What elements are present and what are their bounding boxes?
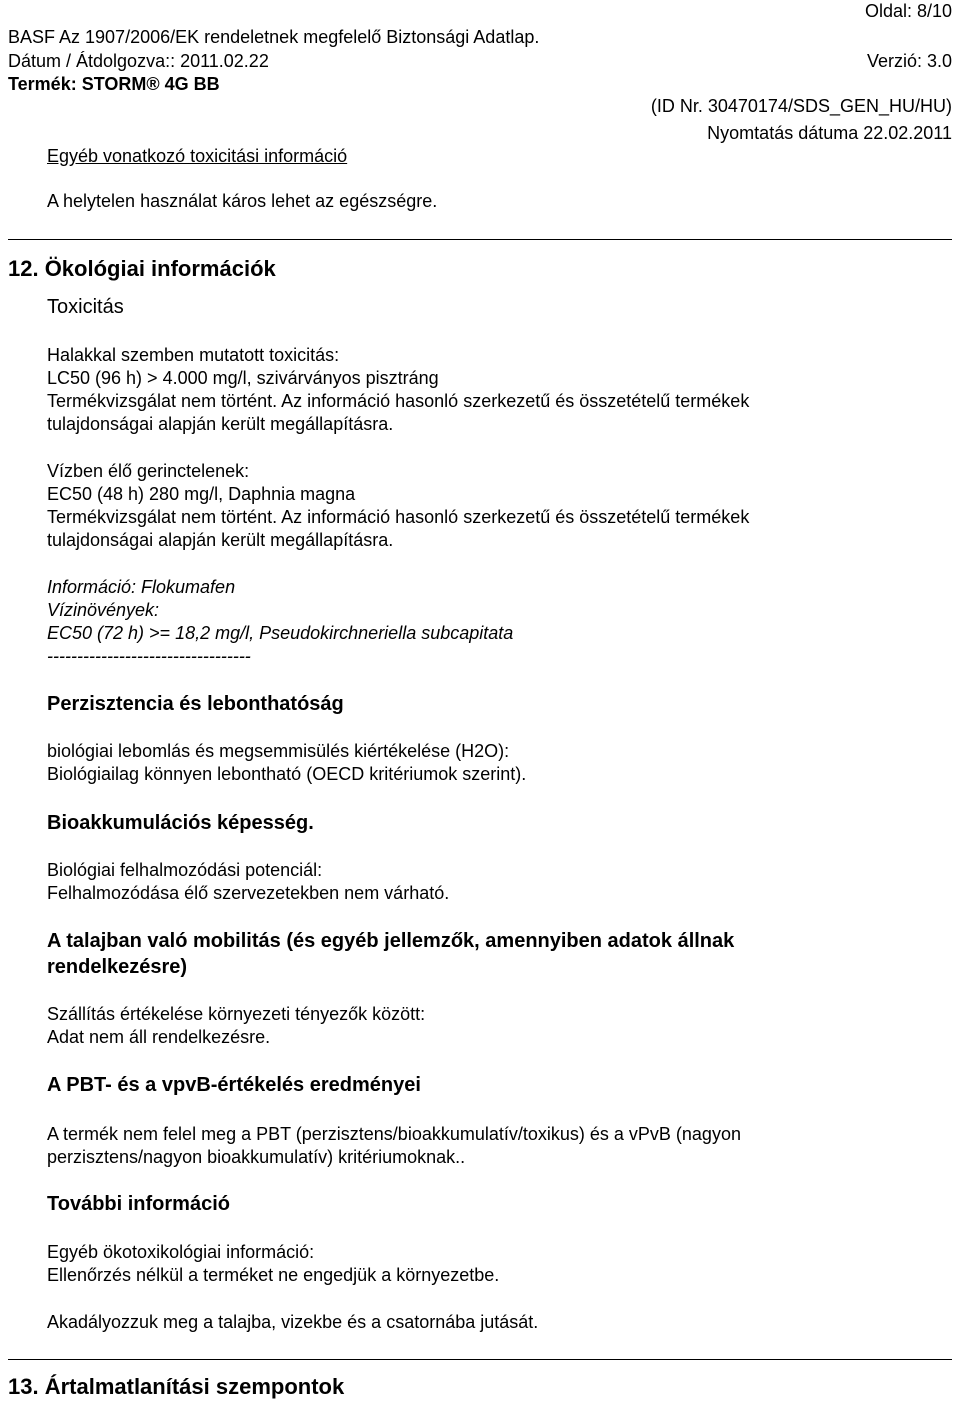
- further-info-line: Egyéb ökotoxikológiai információ:: [47, 1242, 315, 1262]
- document-title: BASF Az 1907/2006/EK rendeletnek megfelelő Biztonsági Adatlap.: [8, 27, 540, 47]
- other-toxicity-heading: Egyéb vonatkozó toxicitási információ: [47, 146, 348, 166]
- section-13-title: 13. Ártalmatlanítási szempontok: [8, 1374, 345, 1399]
- mobility-line: Szállítás értékelése környezeti tényezők között:: [47, 1004, 426, 1024]
- flokumafen-info-line: Információ: Flokumafen: [47, 577, 236, 597]
- toxicity-heading: Toxicitás: [47, 296, 124, 318]
- bioaccumulation-line: Biológiai felhalmozódási potenciál:: [47, 860, 323, 880]
- flokumafen-info-line: EC50 (72 h) >= 18,2 mg/l, Pseudokirchneriella subcapitata: [47, 623, 514, 643]
- invertebrate-toxicity-line: EC50 (48 h) 280 mg/l, Daphnia magna: [47, 484, 356, 504]
- page-number: Oldal: 8/10: [864, 1, 952, 21]
- invertebrate-toxicity-line: tulajdonságai alapján került megállapításra.: [47, 530, 394, 550]
- further-info-line: Akadályozzuk meg a talajba, vizekbe és a csatornába jutását.: [47, 1312, 539, 1332]
- pbt-line: perzisztens/nagyon bioakkumulatív) kritériumoknak..: [47, 1147, 466, 1167]
- mobility-heading: rendelkezésre): [47, 956, 188, 978]
- document-id: (ID Nr. 30470174/SDS_GEN_HU/HU): [650, 96, 952, 116]
- section-12-title: 12. Ökológiai információk: [8, 256, 276, 281]
- further-info-heading: További információ: [47, 1193, 230, 1215]
- fish-toxicity-line: Termékvizsgálat nem történt. Az információ hasonló szerkezetű és összetételű termékek: [47, 391, 750, 411]
- invertebrate-toxicity-line: Vízben élő gerinctelenek:: [47, 461, 250, 481]
- fish-toxicity-line: tulajdonságai alapján került megállapításra.: [47, 414, 394, 434]
- mobility-heading: A talajban való mobilitás (és egyéb jellemzők, amennyiben adatok állnak: [47, 930, 735, 952]
- fish-toxicity-line: LC50 (96 h) > 4.000 mg/l, szivárványos pisztráng: [47, 368, 439, 388]
- further-info-line: Ellenőrzés nélkül a terméket ne engedjük a környezetbe.: [47, 1265, 500, 1285]
- section-divider: [8, 239, 952, 240]
- bioaccumulation-heading: Bioakkumulációs képesség.: [47, 812, 314, 834]
- persistence-line: biológiai lebomlás és megsemmisülés kiértékelése (H2O):: [47, 741, 510, 761]
- product-name: Termék: STORM® 4G BB: [8, 74, 220, 94]
- pbt-heading: A PBT- és a vpvB-értékelés eredményei: [47, 1074, 421, 1096]
- persistence-heading: Perzisztencia és lebonthatóság: [47, 693, 344, 715]
- dashed-separator: ----------------------------------: [47, 646, 251, 666]
- invertebrate-toxicity-line: Termékvizsgálat nem történt. Az információ hasonló szerkezetű és összetételű termékek: [47, 507, 750, 527]
- persistence-line: Biológiailag könnyen lebontható (OECD kritériumok szerint).: [47, 764, 527, 784]
- other-toxicity-text: A helytelen használat káros lehet az egészségre.: [47, 191, 438, 211]
- pbt-line: A termék nem felel meg a PBT (perzisztens/bioakkumulatív/toxikus) és a vPvB (nagyon: [47, 1124, 741, 1144]
- flokumafen-info-line: Vízinövények:: [47, 600, 160, 620]
- section-divider: [8, 1359, 952, 1360]
- version-label: Verzió: 3.0: [866, 51, 952, 71]
- print-date: Nyomtatás dátuma 22.02.2011: [707, 123, 952, 143]
- mobility-line: Adat nem áll rendelkezésre.: [47, 1027, 271, 1047]
- fish-toxicity-line: Halakkal szemben mutatott toxicitás:: [47, 345, 340, 365]
- revision-date: Dátum / Átdolgozva:: 2011.02.22: [8, 51, 269, 71]
- bioaccumulation-line: Felhalmozódása élő szervezetekben nem várható.: [47, 883, 450, 903]
